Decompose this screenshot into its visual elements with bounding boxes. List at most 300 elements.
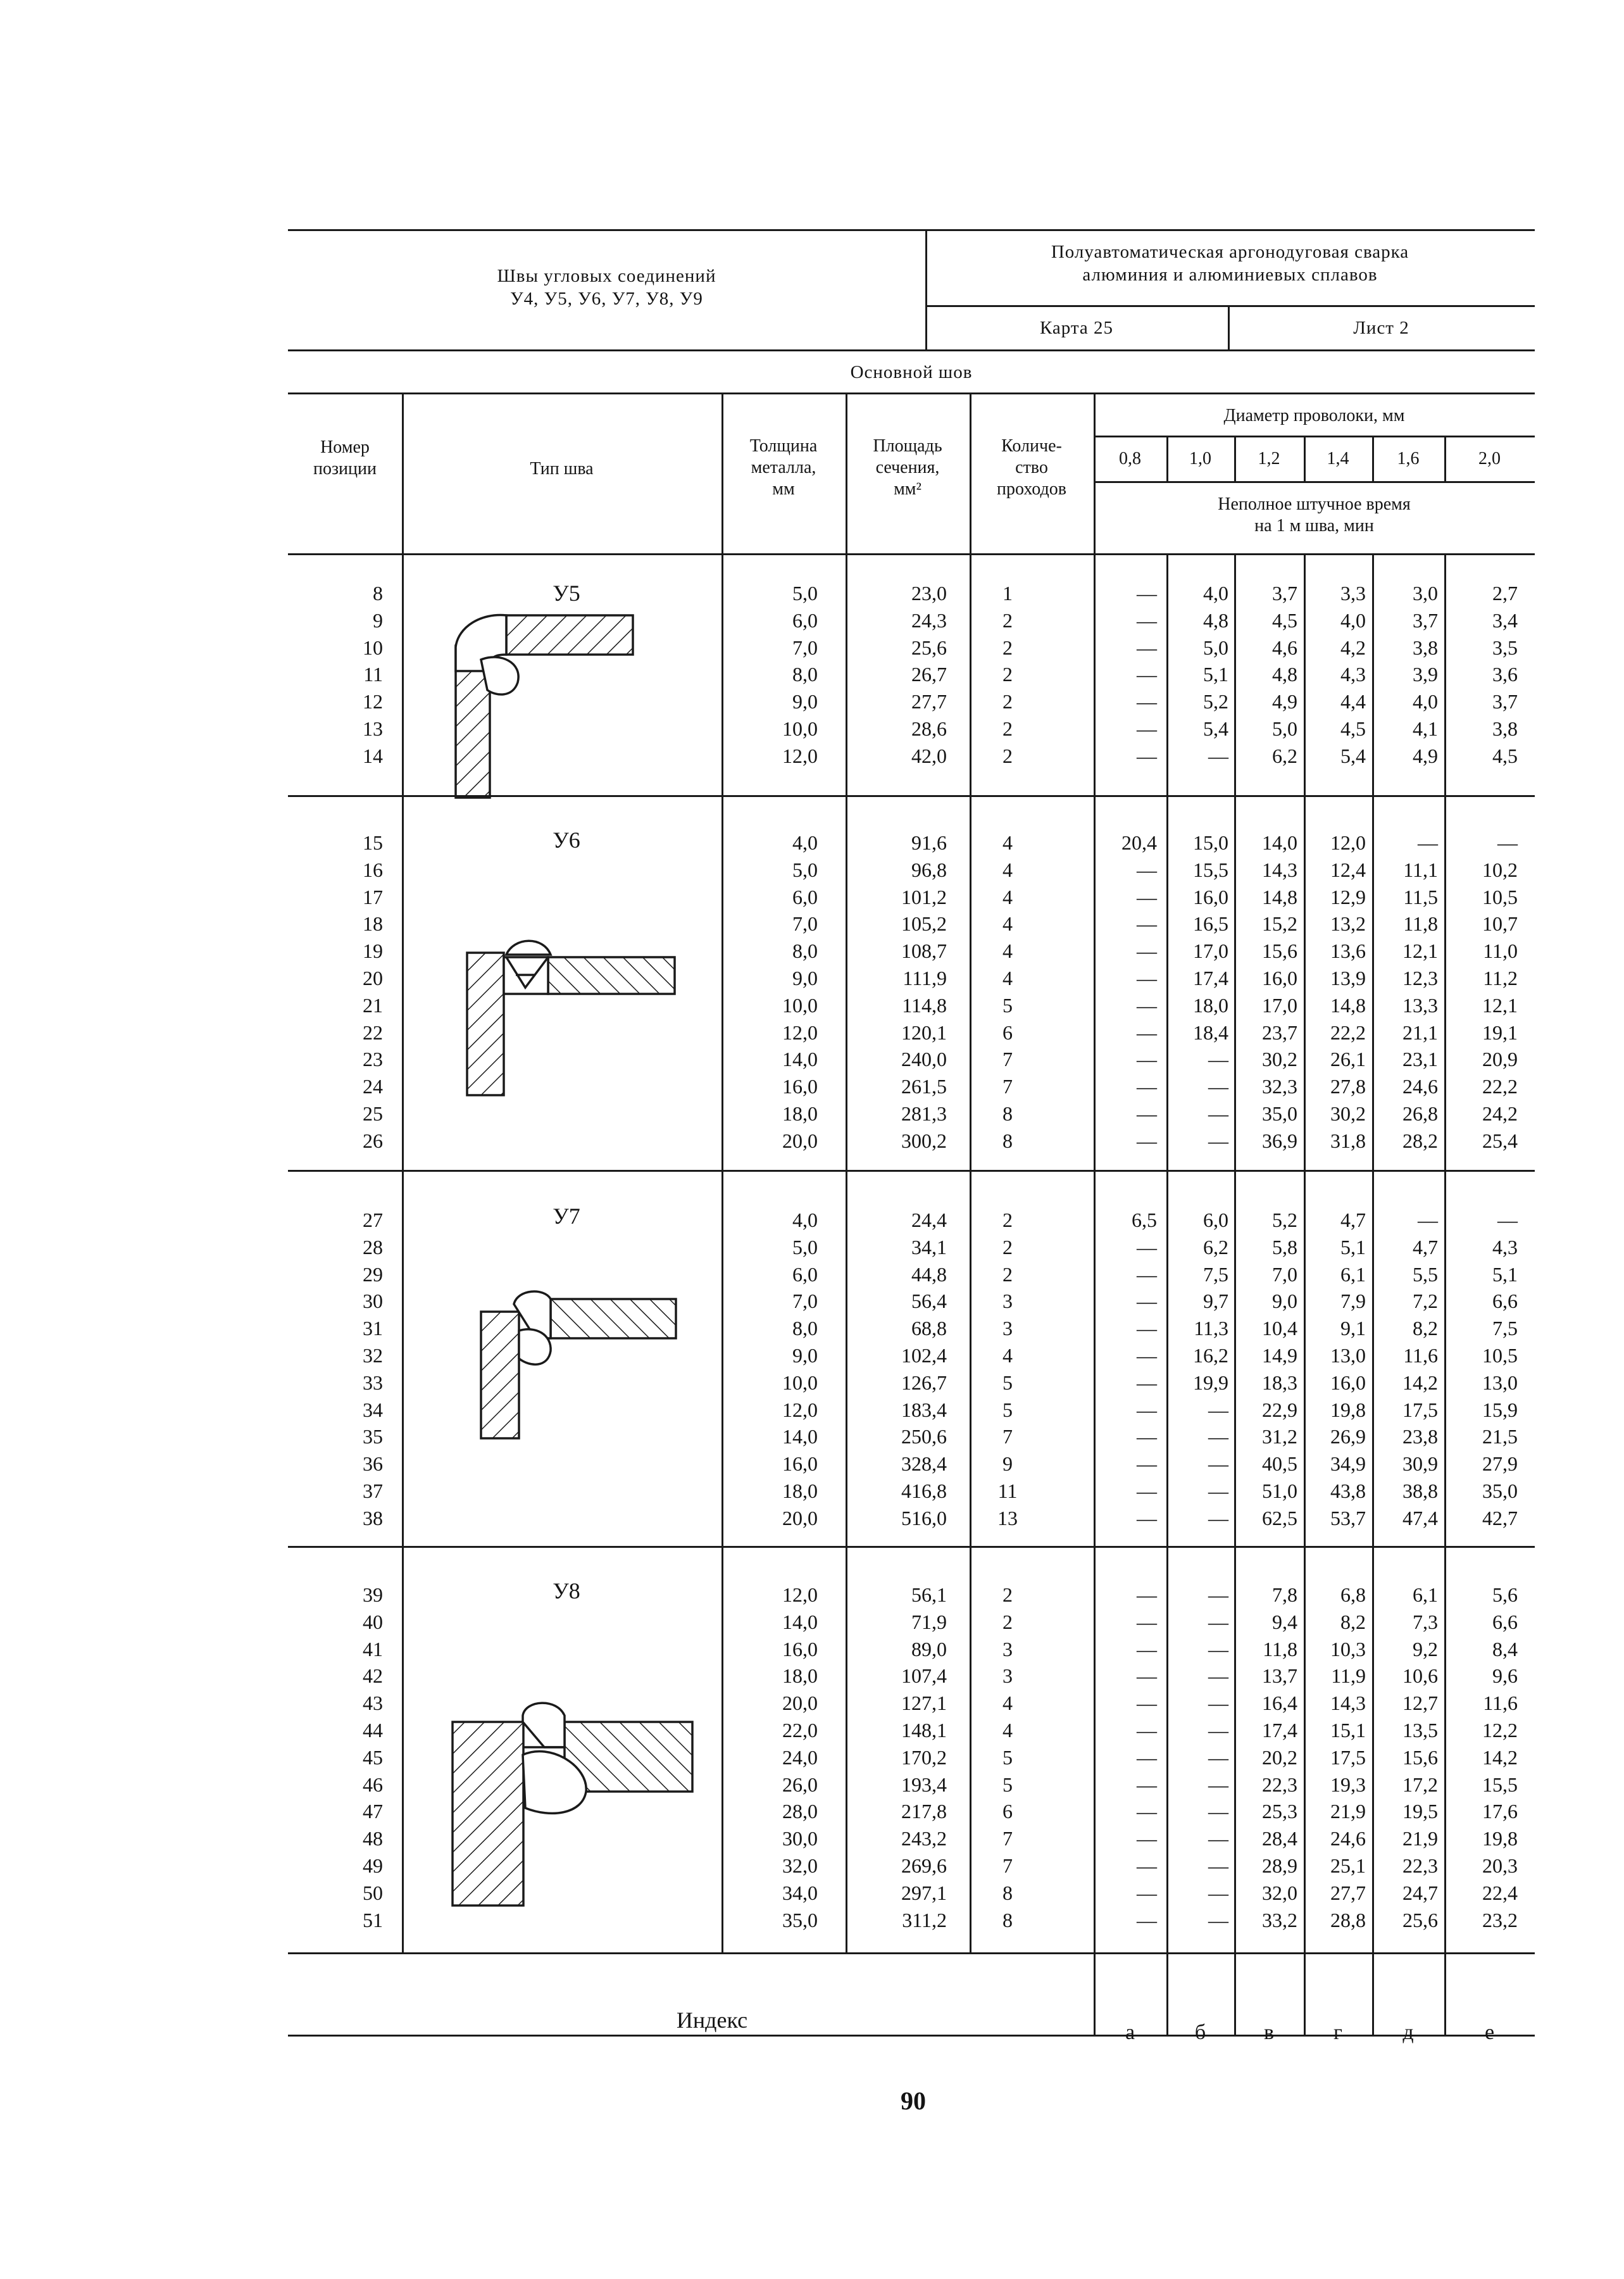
pass-count: 3 [1003,1317,1013,1340]
diameter-1-2: 1,2 [1258,449,1280,468]
position-number: 36 [363,1452,383,1475]
position-number: 33 [363,1371,383,1394]
header-left-title [288,265,925,310]
time-value: 3,6 [1492,663,1518,686]
time-header-l1: Неполное штучное время [1218,494,1411,514]
pass-count: 4 [1003,1344,1013,1367]
time-value: 3,9 [1413,663,1438,686]
time-value: 47,4 [1402,1507,1438,1529]
time-value: 16,2 [1193,1344,1228,1367]
position-number: 14 [363,744,383,767]
time-value: 23,8 [1402,1425,1438,1448]
section-area: 102,4 [901,1344,947,1367]
header-top-rule [288,229,1535,231]
time-value: 33,2 [1262,1909,1297,1931]
time-value: — [1208,1452,1228,1475]
metal-thickness: 20,0 [782,1692,818,1714]
position-number: 44 [363,1719,383,1742]
time-value: 11,0 [1483,939,1518,962]
time-value: 27,7 [1330,1881,1366,1904]
time-value: 28,8 [1330,1909,1366,1931]
time-value: 4,1 [1413,717,1438,740]
position-number: 16 [363,858,383,881]
time-value: 11,9 [1331,1664,1366,1687]
seam-sketch-u7 [481,1291,676,1438]
pass-count: 2 [1003,1610,1013,1633]
time-value: 4,5 [1492,744,1518,767]
time-value: 13,5 [1402,1719,1438,1742]
time-value: — [1137,1317,1157,1340]
time-value: — [1137,1102,1157,1125]
time-value: 14,8 [1262,886,1297,908]
position-number: 46 [363,1773,383,1796]
time-value: — [1137,717,1157,740]
time-value: — [1137,1610,1157,1633]
time-value: — [1137,636,1157,659]
time-value: 35,0 [1482,1479,1518,1502]
time-value: 17,4 [1262,1719,1297,1742]
col-position-header [288,437,402,480]
metal-thickness: 7,0 [792,636,818,659]
section-area: 126,7 [901,1371,947,1394]
section-area: 516,0 [901,1507,947,1529]
time-value: 11,5 [1403,886,1438,908]
position-number: 40 [363,1610,383,1633]
metal-thickness: 9,0 [792,967,818,989]
time-value: 35,0 [1262,1102,1297,1125]
time-value: — [1137,1425,1157,1448]
section-area: 250,6 [901,1425,947,1448]
time-value: — [1137,1398,1157,1421]
metal-thickness: 10,0 [782,994,818,1017]
position-number: 43 [363,1692,383,1714]
metal-thickness: 7,0 [792,912,818,935]
diameter-1-4: 1,4 [1327,449,1349,468]
index-b: б [1194,2021,1206,2044]
metal-thickness: 34,0 [782,1881,818,1904]
time-value: 4,5 [1272,609,1297,632]
time-value: 9,7 [1203,1290,1228,1312]
section-area: 27,7 [911,690,947,713]
time-value: — [1208,1692,1228,1714]
diameter-rule [1094,436,1535,437]
metal-thickness: 6,0 [792,609,818,632]
header-card-rule [925,305,1535,307]
time-value: 9,6 [1492,1664,1518,1687]
table-header-bottom-rule [288,553,1535,555]
position-number: 49 [363,1854,383,1877]
time-value: — [1208,1425,1228,1448]
time-value: 5,1 [1203,663,1228,686]
section-area: 34,1 [911,1236,947,1259]
time-value: 23,1 [1402,1048,1438,1070]
time-value: 24,7 [1402,1881,1438,1904]
time-value: — [1137,994,1157,1017]
time-value: 13,3 [1402,994,1438,1017]
time-value: 28,9 [1262,1854,1297,1877]
time-value: 13,9 [1330,967,1366,989]
metal-thickness: 24,0 [782,1746,818,1769]
time-value: 12,3 [1402,967,1438,989]
pass-count: 7 [1003,1827,1013,1850]
section-area: 416,8 [901,1479,947,1502]
time-value: 4,6 [1272,636,1297,659]
time-value: 16,5 [1193,912,1228,935]
time-value: 6,2 [1203,1236,1228,1259]
time-value: 36,9 [1262,1129,1297,1152]
time-value: 17,2 [1402,1773,1438,1796]
pass-count: 2 [1003,609,1013,632]
index-e: е [1484,2021,1495,2044]
position-number: 15 [363,831,383,854]
header-right-line2: алюминия и алюминиевых сплавов [1082,265,1378,285]
diameter-0-8: 0,8 [1119,449,1141,468]
position-number: 25 [363,1102,383,1125]
time-value: 40,5 [1262,1452,1297,1475]
time-value: 15,2 [1262,912,1297,935]
seam-sketch-u6 [467,941,675,1095]
position-number: 35 [363,1425,383,1448]
time-value: 3,8 [1492,717,1518,740]
time-value: — [1208,1102,1228,1125]
time-value: 22,4 [1482,1881,1518,1904]
time-value: — [1208,1583,1228,1606]
time-value: 5,2 [1272,1209,1297,1231]
time-value: 16,0 [1193,886,1228,908]
time-value: 12,1 [1402,939,1438,962]
col-diameter-header: Диаметр проволоки, мм [1223,406,1405,425]
metal-thickness: 12,0 [782,1398,818,1421]
time-value: — [1137,1746,1157,1769]
time-value: — [1137,744,1157,767]
time-value: 5,4 [1203,717,1228,740]
metal-thickness: 8,0 [792,1317,818,1340]
time-value: 28,4 [1262,1827,1297,1850]
time-value: — [1137,1719,1157,1742]
time-value: 20,9 [1482,1048,1518,1070]
time-value: 4,0 [1413,690,1438,713]
time-value: 6,8 [1340,1583,1366,1606]
group-rule-u7 [288,1546,1535,1548]
time-value: 8,2 [1413,1317,1438,1340]
pass-count: 6 [1003,1800,1013,1823]
time-value: 30,2 [1330,1102,1366,1125]
time-value: 10,5 [1482,886,1518,908]
time-value: 17,0 [1193,939,1228,962]
pass-count: 4 [1003,886,1013,908]
position-number: 34 [363,1398,383,1421]
time-value: 23,2 [1482,1909,1518,1931]
pass-count: 4 [1003,967,1013,989]
metal-thickness: 5,0 [792,1236,818,1259]
time-value: 12,4 [1330,858,1366,881]
time-value: 15,1 [1330,1719,1366,1742]
index-v: в [1263,2021,1275,2044]
time-value: 6,0 [1203,1209,1228,1231]
time-value: 4,2 [1340,636,1366,659]
time-value: 5,0 [1203,636,1228,659]
pass-count: 13 [997,1507,1018,1529]
pass-count: 5 [1003,1371,1013,1394]
pass-count: 11 [997,1479,1018,1502]
time-value: 14,8 [1330,994,1366,1017]
section-area: 91,6 [911,831,947,854]
time-value: 23,7 [1262,1021,1297,1044]
metal-thickness: 22,0 [782,1719,818,1742]
section-area: 24,3 [911,609,947,632]
time-value: — [1208,1610,1228,1633]
time-value: 10,4 [1262,1317,1297,1340]
section-area: 101,2 [901,886,947,908]
time-value: 12,1 [1482,994,1518,1017]
pass-count: 4 [1003,858,1013,881]
time-value: 11,8 [1403,912,1438,935]
time-value: — [1137,1638,1157,1661]
time-value: — [1137,886,1157,908]
time-value: — [1208,1398,1228,1421]
metal-thickness: 9,0 [792,1344,818,1367]
position-number: 32 [363,1344,383,1367]
header-left-line2: У4, У5, У6, У7, У8, У9 [510,289,703,309]
section-area: 217,8 [901,1800,947,1823]
time-value: 6,2 [1272,744,1297,767]
index-d: д [1402,2021,1414,2044]
time-value: 4,3 [1340,663,1366,686]
time-value: 12,7 [1402,1692,1438,1714]
time-value: — [1137,1854,1157,1877]
time-value: 3,7 [1413,609,1438,632]
time-value: 4,5 [1340,717,1366,740]
section-area: 183,4 [901,1398,947,1421]
time-value: 16,0 [1330,1371,1366,1394]
diameter-1-6: 1,6 [1397,449,1420,468]
section-area: 24,4 [911,1209,947,1231]
time-value: 25,1 [1330,1854,1366,1877]
metal-thickness: 9,0 [792,690,818,713]
pass-count: 7 [1003,1075,1013,1098]
position-number: 18 [363,912,383,935]
time-value: 14,2 [1402,1371,1438,1394]
time-value: 13,6 [1330,939,1366,962]
time-value: 7,5 [1492,1317,1518,1340]
time-value: 24,6 [1330,1827,1366,1850]
time-value: — [1137,1507,1157,1529]
position-number: 17 [363,886,383,908]
metal-thickness: 10,0 [782,1371,818,1394]
time-value: 26,8 [1402,1102,1438,1125]
time-value: 7,3 [1413,1610,1438,1633]
time-value: 15,6 [1402,1746,1438,1769]
col-passes-l1: Количе- [1001,436,1062,456]
pass-count: 2 [1003,744,1013,767]
metal-thickness: 16,0 [782,1638,818,1661]
time-value: 19,5 [1402,1800,1438,1823]
time-value: — [1137,1827,1157,1850]
time-value: — [1137,1452,1157,1475]
time-value: 4,9 [1272,690,1297,713]
time-value: 17,6 [1482,1800,1518,1823]
section-area: 56,4 [911,1290,947,1312]
time-value: — [1208,1800,1228,1823]
table-top-rule [288,392,1535,394]
metal-thickness: 26,0 [782,1773,818,1796]
metal-thickness: 6,0 [792,886,818,908]
time-header [1094,494,1535,537]
time-value: 53,7 [1330,1507,1366,1529]
section-area: 311,2 [902,1909,947,1931]
pass-count: 4 [1003,939,1013,962]
pass-count: 9 [1003,1452,1013,1475]
time-value: 15,5 [1482,1773,1518,1796]
time-value: 21,9 [1402,1827,1438,1850]
time-value: 11,1 [1403,858,1438,881]
pass-count: 8 [1003,1129,1013,1152]
time-value: — [1137,912,1157,935]
time-value: 62,5 [1262,1507,1297,1529]
time-value: 5,4 [1340,744,1366,767]
section-area: 120,1 [901,1021,947,1044]
time-value: 6,5 [1132,1209,1157,1231]
time-value: 32,3 [1262,1075,1297,1098]
position-number: 20 [363,967,383,989]
time-value: — [1137,1290,1157,1312]
position-number: 21 [363,994,383,1017]
time-value: 24,2 [1482,1102,1518,1125]
time-value: 19,3 [1330,1773,1366,1796]
seam-label-u5: У5 [553,581,580,606]
time-value: — [1208,1479,1228,1502]
pass-count: 3 [1003,1638,1013,1661]
time-value: 5,1 [1340,1236,1366,1259]
section-area: 114,8 [902,994,947,1017]
time-value: 7,9 [1340,1290,1366,1312]
time-value: — [1137,1479,1157,1502]
seam-label-u6: У6 [553,827,580,853]
time-value: 6,6 [1492,1290,1518,1312]
time-value: 13,0 [1330,1344,1366,1367]
pass-count: 2 [1003,636,1013,659]
metal-thickness: 5,0 [792,582,818,605]
col-thickness-header [721,436,846,500]
time-value: 4,4 [1340,690,1366,713]
time-value: 13,2 [1330,912,1366,935]
time-value: — [1208,1048,1228,1070]
time-value: 27,8 [1330,1075,1366,1098]
metal-thickness: 35,0 [782,1909,818,1931]
time-value: 4,7 [1340,1209,1366,1231]
time-value: 4,7 [1413,1236,1438,1259]
time-value: 22,2 [1330,1021,1366,1044]
time-value: 14,3 [1330,1692,1366,1714]
time-value: — [1137,1371,1157,1394]
time-value: 6,1 [1340,1263,1366,1286]
time-value: — [1137,1021,1157,1044]
time-value: 26,1 [1330,1048,1366,1070]
time-value: 4,0 [1203,582,1228,605]
metal-thickness: 8,0 [792,939,818,962]
col-area-l3: мм² [894,479,921,499]
metal-thickness: 12,0 [782,1021,818,1044]
metal-thickness: 12,0 [782,1583,818,1606]
time-value: — [1137,858,1157,881]
time-header-l2: на 1 м шва, мин [1254,516,1374,536]
section-area: 300,2 [901,1129,947,1152]
time-value: 20,3 [1482,1854,1518,1877]
time-value: — [1137,690,1157,713]
time-value: 24,6 [1402,1075,1438,1098]
time-value: 17,0 [1262,994,1297,1017]
metal-thickness: 30,0 [782,1827,818,1850]
pass-count: 1 [1003,582,1013,605]
time-value: — [1208,1075,1228,1098]
time-value: 12,9 [1330,886,1366,908]
time-value: 6,6 [1492,1610,1518,1633]
section-area: 25,6 [911,636,947,659]
time-value: 5,5 [1413,1263,1438,1286]
position-number: 24 [363,1075,383,1098]
position-number: 37 [363,1479,383,1502]
header-right-line1: Полуавтоматическая аргонодуговая сварка [1051,242,1409,262]
time-value: 10,6 [1402,1664,1438,1687]
time-value: 11,6 [1403,1344,1438,1367]
col-position-l2: позиции [313,459,377,479]
time-value: 3,5 [1492,636,1518,659]
pass-count: 4 [1003,912,1013,935]
time-value: 12,2 [1482,1719,1518,1742]
position-number: 47 [363,1800,383,1823]
position-number: 45 [363,1746,383,1769]
position-number: 31 [363,1317,383,1340]
diameter-rule2 [1094,481,1535,483]
pass-count: 4 [1003,1692,1013,1714]
time-value: 25,3 [1262,1800,1297,1823]
seam-label-u8: У8 [553,1578,580,1604]
section-area: 44,8 [911,1263,947,1286]
pass-count: 5 [1003,1773,1013,1796]
metal-thickness: 18,0 [782,1102,818,1125]
pass-count: 7 [1003,1854,1013,1877]
time-value: 4,8 [1203,609,1228,632]
section-area: 108,7 [901,939,947,962]
col-passes-header [970,436,1094,500]
time-value: 7,2 [1413,1290,1438,1312]
time-value: 12,0 [1330,831,1366,854]
time-value: 18,0 [1193,994,1228,1017]
position-number: 22 [363,1021,383,1044]
time-value: 21,5 [1482,1425,1518,1448]
time-value: 7,8 [1272,1583,1297,1606]
time-value: 14,2 [1482,1746,1518,1769]
position-number: 29 [363,1263,383,1286]
time-value: 19,8 [1482,1827,1518,1850]
time-value: 22,9 [1262,1398,1297,1421]
time-value: 13,0 [1482,1371,1518,1394]
time-value: — [1137,1881,1157,1904]
time-value: — [1137,1236,1157,1259]
index-label: Индекс [676,2007,748,2033]
position-number: 42 [363,1664,383,1687]
time-value: 15,5 [1193,858,1228,881]
section-area: 28,6 [911,717,947,740]
pass-count: 2 [1003,717,1013,740]
time-value: 19,1 [1482,1021,1518,1044]
time-value: 7,0 [1272,1263,1297,1286]
section-area: 107,4 [901,1664,947,1687]
time-value: 4,9 [1413,744,1438,767]
metal-thickness: 14,0 [782,1425,818,1448]
time-value: 10,2 [1482,858,1518,881]
metal-thickness: 20,0 [782,1129,818,1152]
